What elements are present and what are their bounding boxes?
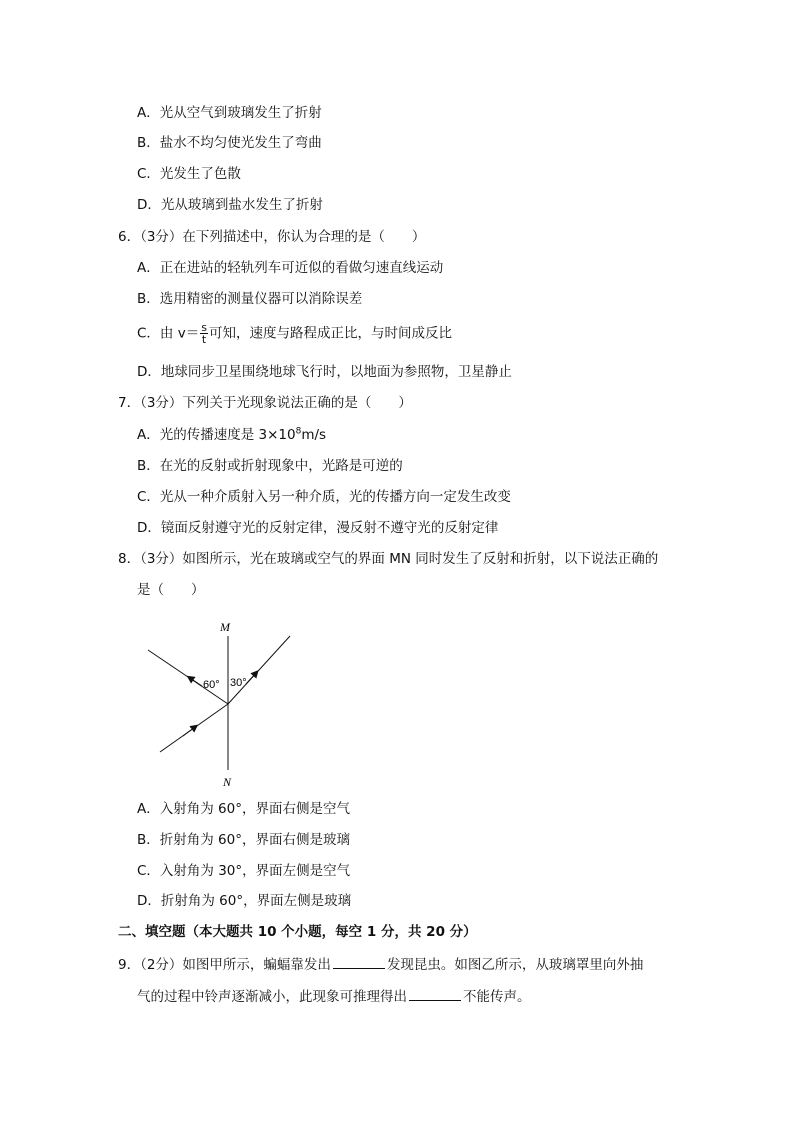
q6-option-c bbox=[137, 322, 452, 345]
q9-blank-1[interactable] bbox=[333, 956, 385, 969]
q9-line2-part2: 不能传声。 bbox=[463, 989, 531, 1005]
q8-stem-line1: 8．（3分）如图所示，光在玻璃或空气的界面 MN 同时发生了反射和折射，以下说法正确的 bbox=[118, 551, 659, 567]
q9-blank-2[interactable] bbox=[409, 988, 461, 1001]
q8-stem-line2: 是（ ） bbox=[137, 582, 205, 598]
q5-option-b: B．盐水不均匀使光发生了弯曲 bbox=[137, 135, 322, 151]
label-n: N bbox=[223, 775, 232, 789]
velocity-fraction bbox=[200, 322, 208, 345]
q7-option-d: D．镜面反射遵守光的反射定律，漫反射不遵守光的反射定律 bbox=[137, 520, 499, 536]
q7-option-c: C．光从一种介质射入另一种介质，光的传播方向一定发生改变 bbox=[137, 489, 511, 505]
q9-line1-part1: 9．（2分）如图甲所示，蝙蝠靠发出 bbox=[118, 957, 331, 973]
q5-option-d: D．光从玻璃到盐水发生了折射 bbox=[137, 197, 323, 213]
q8-option-a: A．入射角为 60°，界面右侧是空气 bbox=[137, 801, 350, 817]
q7-option-a-unit: m/s bbox=[301, 427, 327, 443]
reflected-ray-arrow bbox=[190, 678, 202, 686]
q7-option-b: B．在光的反射或折射现象中，光路是可逆的 bbox=[137, 458, 403, 474]
angle-label-60: 60° bbox=[203, 679, 220, 691]
q7-option-a bbox=[137, 425, 326, 445]
label-m: M bbox=[220, 620, 230, 634]
fraction-denominator: t bbox=[201, 333, 207, 346]
q8-option-d: D．折射角为 60°，界面左侧是玻璃 bbox=[137, 893, 352, 909]
q6-option-c-suffix: 可知，速度与路程成正比，与时间成反比 bbox=[208, 325, 452, 342]
q9-line1-part2: 发现昆虫。如图乙所示，从玻璃罩里向外抽 bbox=[386, 957, 644, 973]
refracted-ray bbox=[228, 636, 290, 704]
reflected-ray bbox=[148, 650, 228, 704]
incident-ray-arrow bbox=[183, 727, 195, 736]
refracted-ray-arrow bbox=[246, 673, 256, 684]
q6-option-c-prefix: C．由 v＝ bbox=[137, 325, 200, 342]
q8-option-b: B．折射角为 60°，界面右侧是玻璃 bbox=[137, 832, 350, 848]
q6-option-d: D．地球同步卫星围绕地球飞行时，以地面为参照物，卫星静止 bbox=[137, 364, 512, 380]
fraction-numerator: s bbox=[201, 321, 207, 334]
section-title-fill-in: 二、填空题（本大题共 10 个小题，每空 1 分，共 20 分） bbox=[118, 924, 477, 940]
q9-line2-part1: 气的过程中铃声逐渐减小，此现象可推理得出 bbox=[137, 989, 407, 1005]
q7-stem: 7．（3分）下列关于光现象说法正确的是（ ） bbox=[118, 395, 412, 411]
reflection-refraction-diagram bbox=[140, 612, 300, 792]
q9-line1 bbox=[118, 955, 643, 975]
q6-option-a: A．正在进站的轻轨列车可近似的看做匀速直线运动 bbox=[137, 260, 444, 276]
q7-option-a-prefix: A．光的传播速度是 3×10 bbox=[137, 427, 296, 443]
q5-option-c: C．光发生了色散 bbox=[137, 166, 241, 182]
q6-option-b: B．选用精密的测量仪器可以消除误差 bbox=[137, 291, 363, 307]
q6-stem: 6．（3分）在下列描述中，你认为合理的是（ ） bbox=[118, 229, 426, 245]
q7-exponent: 8 bbox=[295, 426, 302, 437]
q9-line2 bbox=[137, 987, 531, 1007]
q8-option-c: C．入射角为 30°，界面左侧是空气 bbox=[137, 863, 351, 879]
q5-option-a: A．光从空气到玻璃发生了折射 bbox=[137, 105, 322, 121]
angle-label-30: 30° bbox=[230, 677, 247, 689]
